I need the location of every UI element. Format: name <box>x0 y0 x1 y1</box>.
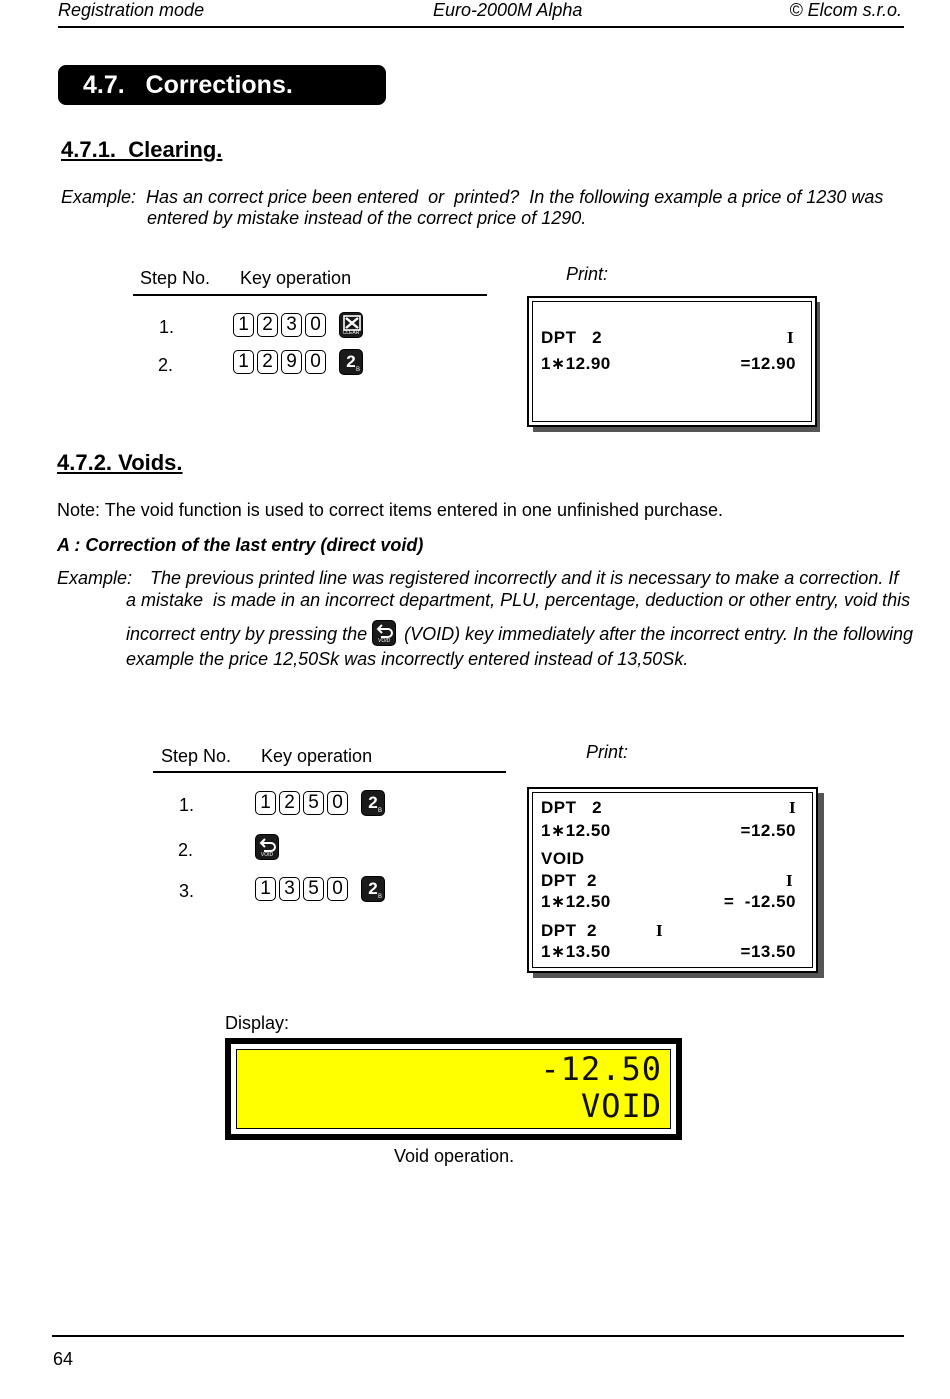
clearing-step-2-keys <box>233 349 363 375</box>
voids-step-2-keys <box>255 834 279 860</box>
digit-key: 0 <box>305 313 326 337</box>
voids-example-line3-post: (VOID) key immediately after the incorrect entry. In the following <box>404 624 914 644</box>
department-2-icon: 2 B <box>339 349 363 375</box>
digit-key: 2 <box>257 313 278 337</box>
clearing-col-key: Key operation <box>240 268 352 288</box>
header-left: Registration mode <box>58 0 205 20</box>
receipt-line: 1∗12.90 <box>541 354 611 373</box>
receipt-line: DPT 2 <box>541 328 603 347</box>
clearing-example-label: Example: <box>61 187 137 207</box>
receipt-amount: =12.50 <box>740 821 796 840</box>
receipt-mark: I <box>787 328 794 347</box>
voids-col-key: Key operation <box>261 746 373 766</box>
voids-example-line1: The previous printed line was registered incorrectly and it is necessary to make a correction. If <box>150 568 899 588</box>
voids-example-line2: a mistake is made in an incorrect department, PLU, percentage, deduction or other entry, void this <box>126 590 911 610</box>
department-2-icon: 2 B <box>361 876 385 902</box>
receipt-amount: =13.50 <box>740 942 796 961</box>
receipt-line: DPT 2 <box>541 798 603 817</box>
digit-key: 0 <box>327 791 348 815</box>
clearing-example-line2: entered by mistake instead of the correct price of 1290. <box>147 208 587 228</box>
display-label: Display: <box>225 1013 290 1033</box>
voids-note: Note: The void function is used to correct items entered in one unfinished purchase. <box>57 500 724 520</box>
page-number: 64 <box>53 1349 74 1369</box>
voids-step-1-no: 1. <box>179 795 195 815</box>
voids-print-label: Print: <box>586 742 629 762</box>
receipt-mark: I <box>656 921 663 940</box>
digit-key: 1 <box>255 877 276 901</box>
voids-step-2-no: 2. <box>178 840 194 860</box>
digit-key: 9 <box>281 350 302 374</box>
void-icon: VOID <box>255 834 279 860</box>
digit-key: 2 <box>257 350 278 374</box>
receipt-mark: I <box>786 871 793 890</box>
display-line-2: VOID <box>580 1087 662 1125</box>
department-2-icon: 2 B <box>361 790 385 816</box>
voids-example-line3-pre: incorrect entry by pressing the <box>126 624 368 644</box>
section-number: 4.7. <box>83 71 125 99</box>
clearing-step-2-no: 2. <box>158 355 174 375</box>
digit-key: 3 <box>281 313 302 337</box>
digit-key: 1 <box>233 313 254 337</box>
voids-example-line3 <box>126 620 913 646</box>
display-line-1: -12.50 <box>540 1050 662 1088</box>
clearing-step-1-keys <box>233 312 363 338</box>
section-title: Corrections. <box>145 71 293 99</box>
voids-step-3-no: 3. <box>179 881 195 901</box>
header-right: © Elcom s.r.o. <box>789 0 902 20</box>
receipt-line: 1∗12.50 <box>541 821 611 840</box>
digit-key: 0 <box>305 350 326 374</box>
voids-step-3-keys <box>255 876 385 902</box>
receipt-amount: =12.90 <box>740 354 796 373</box>
digit-key: 1 <box>255 791 276 815</box>
receipt-line: 1∗13.50 <box>541 942 611 961</box>
voids-example-line4: example the price 12,50Sk was incorrectly entered instead of 13,50Sk. <box>126 649 689 669</box>
receipt-line: DPT 2 <box>541 921 597 940</box>
voids-col-step: Step No. <box>161 746 232 766</box>
void-icon: VOID <box>372 620 396 646</box>
digit-key: 5 <box>303 791 324 815</box>
digit-key: 2 <box>279 791 300 815</box>
clearing-receipt <box>527 296 817 427</box>
clearing-step-1-no: 1. <box>159 317 175 337</box>
clearing-col-step: Step No. <box>140 268 211 288</box>
clearing-print-label: Print: <box>566 264 609 284</box>
clearing-heading: 4.7.1. Clearing. <box>61 137 223 162</box>
clearing-table-rule <box>133 294 487 296</box>
receipt-line: VOID <box>541 849 585 868</box>
display-caption: Void operation. <box>394 1146 515 1166</box>
header-rule <box>58 26 904 28</box>
receipt-line: DPT 2 <box>541 871 597 890</box>
digit-key: 5 <box>303 877 324 901</box>
receipt-line: 1∗12.50 <box>541 892 611 911</box>
digit-key: 3 <box>279 877 300 901</box>
digit-key: 0 <box>327 877 348 901</box>
receipt-amount: = -12.50 <box>723 892 796 911</box>
receipt-mark: I <box>789 798 796 817</box>
digit-key: 1 <box>233 350 254 374</box>
clearing-example-line1: Has an correct price been entered or printed? In the following example a price of 1230 was <box>146 187 884 207</box>
section-banner <box>58 65 386 105</box>
voids-example-label: Example: <box>57 568 133 588</box>
voids-table-rule <box>153 771 506 773</box>
display-screen <box>236 1049 671 1129</box>
clear-icon: CLEAR <box>339 312 363 338</box>
header-center: Euro-2000M Alpha <box>433 0 583 20</box>
display-frame <box>225 1038 682 1140</box>
voids-heading: 4.7.2. Voids. <box>57 450 183 475</box>
voids-receipt <box>527 787 818 973</box>
voids-step-1-keys <box>255 790 385 816</box>
voids-subheading: A : Correction of the last entry (direct void) <box>57 535 424 555</box>
footer-rule <box>52 1335 904 1337</box>
